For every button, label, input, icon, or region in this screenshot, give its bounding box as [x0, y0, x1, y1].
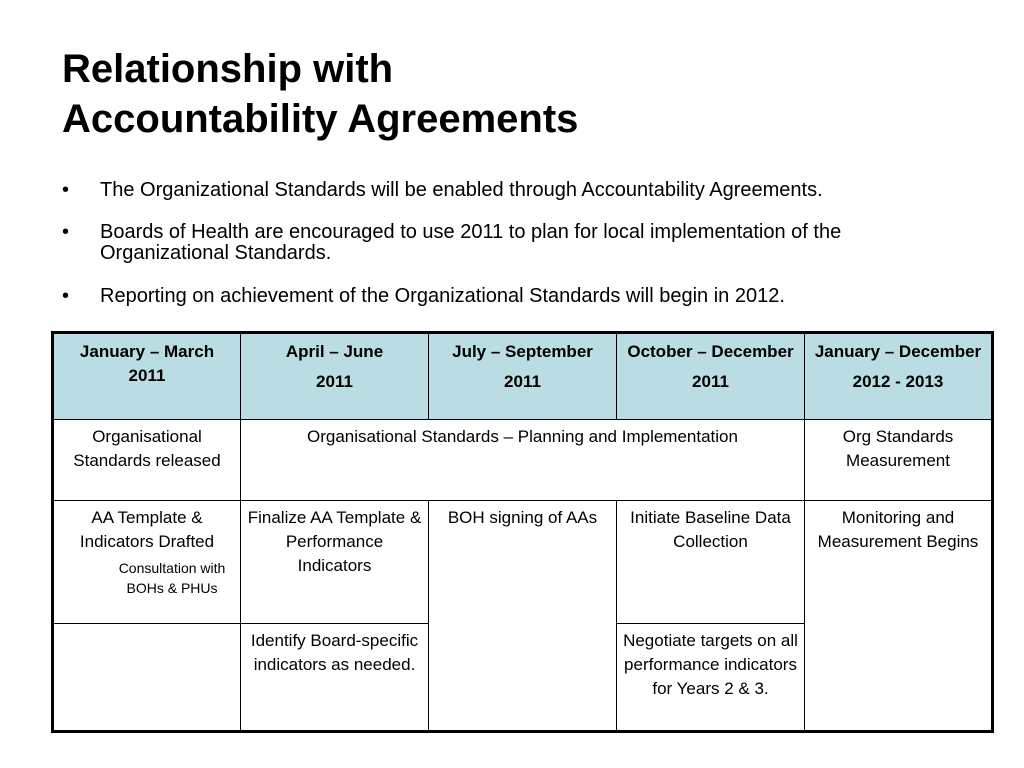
- timeline-header-row: [53, 333, 993, 420]
- bullet-dot-icon: •: [62, 285, 70, 307]
- cell-empty: [53, 624, 241, 732]
- header-oct-dec-2011: October – December 2011: [617, 333, 805, 420]
- cell-planning-implementation: Organisational Standards – Planning and Implementation: [241, 420, 805, 501]
- header-jul-sep-2011: July – September 2011: [429, 333, 617, 420]
- bullet-list: [62, 180, 962, 307]
- cell-negotiate-targets: Negotiate targets on all performance indicators for Years 2 & 3.: [617, 624, 805, 732]
- cell-identify-indicators: Identify Board-specific indicators as needed.: [241, 624, 429, 732]
- cell-standards-released: Organisational Standards released: [53, 420, 241, 501]
- cell-finalize-template: Finalize AA Template & Performance Indicators: [241, 501, 429, 624]
- bullet-item: [62, 222, 962, 264]
- header-jan-mar-2011: January – March 2011: [53, 333, 241, 420]
- bullet-text: The Organizational Standards will be enabled through Accountability Agreements.: [100, 179, 823, 201]
- cell-template-drafted: [53, 501, 241, 624]
- header-jan-dec-2012-2013: January – December 2012 - 2013: [805, 333, 993, 420]
- bullet-dot-icon: •: [62, 179, 70, 201]
- cell-standards-measurement: Org Standards Measurement: [805, 420, 993, 501]
- table-row: [53, 501, 993, 624]
- cell-boh-signing: BOH signing of AAs: [429, 501, 617, 732]
- bullet-text: Reporting on achievement of the Organizational Standards will begin in 2012.: [100, 285, 785, 307]
- consultation-note: Consultation with BOHs & PHUs: [118, 560, 226, 596]
- bullet-text: Boards of Health are encouraged to use 2011 to plan for local implementation of the Organizational Standards.: [100, 221, 842, 264]
- template-drafted-text: AA Template & Indicators Drafted: [79, 508, 215, 551]
- slide-title-line-2: Accountability Agreements: [62, 97, 579, 141]
- slide-title: [62, 44, 578, 144]
- cell-monitoring-begins: Monitoring and Measurement Begins: [805, 501, 993, 732]
- slide-title-line-1: Relationship with: [62, 47, 394, 91]
- table-row: [53, 420, 993, 501]
- timeline-table: [51, 331, 994, 733]
- bullet-dot-icon: •: [62, 221, 70, 243]
- bullet-item: [62, 180, 962, 201]
- header-apr-jun-2011: April – June 2011: [241, 333, 429, 420]
- bullet-item: [62, 286, 962, 307]
- cell-baseline-collection: Initiate Baseline Data Collection: [617, 501, 805, 624]
